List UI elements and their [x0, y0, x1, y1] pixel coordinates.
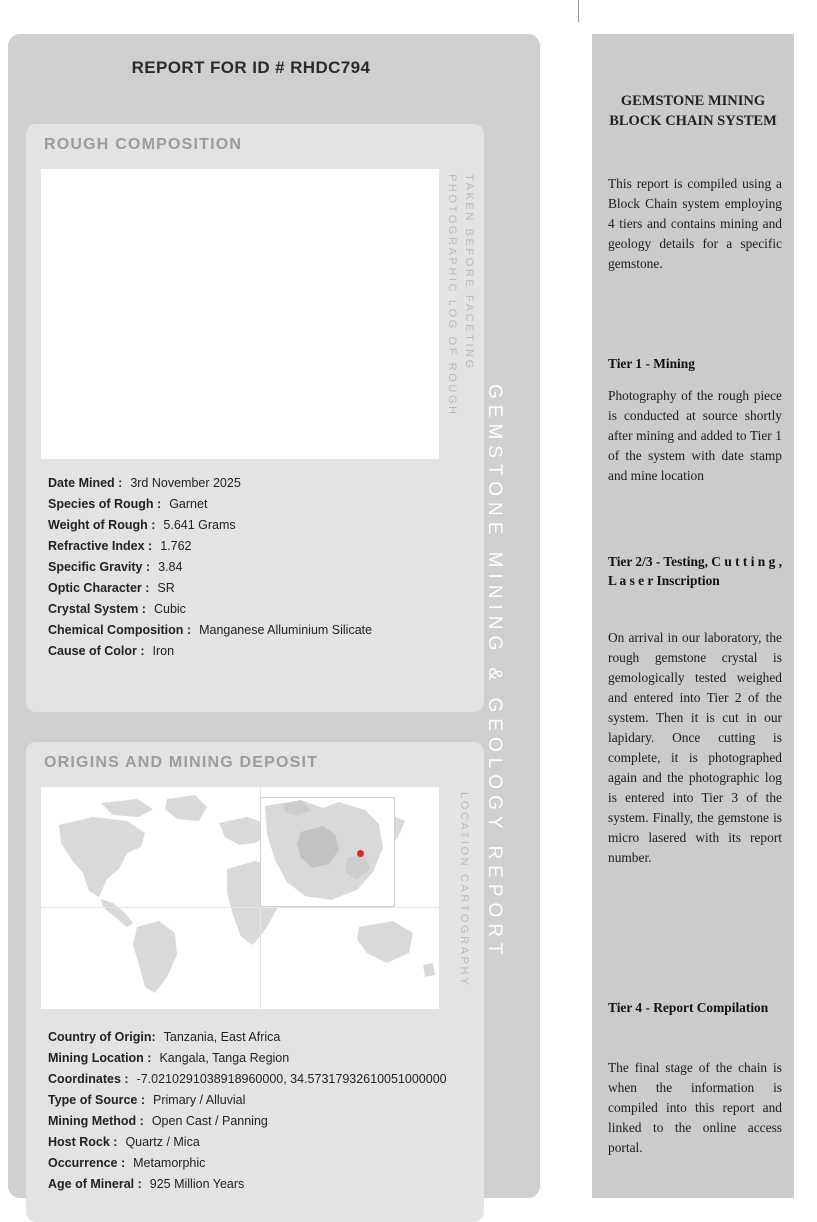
- report-side-caption: GEMSTONE MINING & GEOLOGY REPORT: [484, 384, 505, 961]
- data-row: [48, 1093, 447, 1107]
- sidebar-tier4-heading: Tier 4 - Report Compilation: [608, 1000, 769, 1015]
- data-value: 3.84: [158, 560, 183, 574]
- data-value: 3rd November 2025: [130, 476, 241, 490]
- data-value: 1.762: [160, 539, 192, 553]
- inset-country-map: [261, 798, 394, 906]
- data-value: Metamorphic: [133, 1156, 206, 1170]
- page-crop-mark-left: [578, 0, 579, 22]
- origins-data-list: [48, 1030, 447, 1198]
- data-row: [48, 1030, 447, 1044]
- rough-vertical-caption-line2: TAKEN BEFORE FACETING: [463, 174, 475, 371]
- data-value: Quartz / Mica: [125, 1135, 200, 1149]
- section-header-origins: ORIGINS AND MINING DEPOSIT: [44, 754, 319, 771]
- origins-vertical-caption: LOCATION CARTOGRAPHY: [458, 792, 470, 988]
- data-label: Specific Gravity :: [48, 560, 151, 574]
- data-label: Mining Method :: [48, 1114, 144, 1128]
- data-row: [48, 497, 372, 511]
- sidebar-title: GEMSTONE MINING BLOCK CHAIN SYSTEM: [609, 93, 777, 129]
- data-label: Refractive Index :: [48, 539, 153, 553]
- data-value: 925 Million Years: [149, 1177, 245, 1191]
- data-value: Garnet: [169, 497, 208, 511]
- data-value: 5.641 Grams: [163, 518, 236, 532]
- data-row: [48, 1114, 447, 1128]
- data-row: [48, 476, 372, 490]
- data-value: Iron: [152, 644, 175, 658]
- inset-map-frame: [260, 797, 395, 907]
- data-value: SR: [157, 581, 175, 595]
- data-label: Host Rock :: [48, 1135, 118, 1149]
- data-row: [48, 1051, 447, 1065]
- sidebar-tier23-heading: Tier 2/3 - Testing, C u t t i n g , L a s e r Inscription: [608, 554, 782, 588]
- data-row: [48, 560, 372, 574]
- sidebar-info-panel: [592, 34, 794, 1198]
- data-label: Mining Location :: [48, 1051, 152, 1065]
- sidebar-tier4-body: The final stage of the chain is when the information is compiled into this report and linked to the online access portal.: [608, 1060, 782, 1155]
- data-label: Country of Origin:: [48, 1030, 156, 1044]
- data-label: Crystal System :: [48, 602, 146, 616]
- data-label: Type of Source :: [48, 1093, 146, 1107]
- data-value: Open Cast / Panning: [151, 1114, 268, 1128]
- data-label: Species of Rough :: [48, 497, 162, 511]
- mine-location-marker: [357, 850, 364, 857]
- section-origins-mining-deposit: [26, 742, 484, 1222]
- sidebar-tier1-body: Photography of the rough piece is conducted at source shortly after mining and added to Tier 1 of the system with date stamp and mine location: [608, 388, 782, 483]
- data-label: Occurrence :: [48, 1156, 126, 1170]
- rough-vertical-caption-line1: PHOTOGRAPHIC LOG OF ROUGH: [446, 174, 458, 417]
- data-label: Chemical Composition :: [48, 623, 192, 637]
- data-row: [48, 623, 372, 637]
- rough-photo-placeholder: [41, 169, 439, 459]
- map-gridline-horizontal: [41, 907, 439, 908]
- page-title: REPORT FOR ID # RHDC794: [131, 58, 371, 77]
- data-row: [48, 581, 372, 595]
- data-row: [48, 602, 372, 616]
- data-row: [48, 644, 372, 658]
- data-row: [48, 518, 372, 532]
- section-rough-composition: [26, 124, 484, 712]
- data-label: Weight of Rough :: [48, 518, 156, 532]
- data-value: -7.0210291038918960000, 34.57317932610051000000: [136, 1072, 447, 1086]
- data-label: Age of Mineral :: [48, 1177, 142, 1191]
- data-value: Manganese Alluminium Silicate: [199, 623, 373, 637]
- data-row: [48, 539, 372, 553]
- data-value: Cubic: [153, 602, 186, 616]
- data-row: [48, 1072, 447, 1086]
- data-row: [48, 1135, 447, 1149]
- sidebar-intro-text: This report is compiled using a Block Chain system employing 4 tiers and contains mining and geology details for a specific gemstone.: [608, 176, 782, 271]
- data-value: Primary / Alluvial: [153, 1093, 246, 1107]
- sidebar-tier23-body: On arrival in our laboratory, the rough gemstone crystal is gemologically tested weighed and entered into Tier 2 of the system. Then it is cut in our lapidary. Once cutting is complete, it is photographed again and the photographic log is entered into Tier 3 of the system. Finally, the gemstone is micro lasered with its report number.: [608, 630, 782, 865]
- data-label: Optic Character :: [48, 581, 150, 595]
- origins-map-container: [41, 787, 439, 1009]
- section-header-rough: ROUGH COMPOSITION: [44, 136, 243, 153]
- data-value: Kangala, Tanga Region: [159, 1051, 290, 1065]
- rough-data-list: [48, 476, 372, 665]
- data-row: [48, 1156, 447, 1170]
- report-main-panel: [8, 34, 540, 1198]
- data-label: Cause of Color :: [48, 644, 145, 658]
- sidebar-tier1-heading: Tier 1 - Mining: [608, 356, 695, 371]
- data-value: Tanzania, East Africa: [163, 1030, 281, 1044]
- data-label: Date Mined :: [48, 476, 123, 490]
- data-label: Coordinates :: [48, 1072, 129, 1086]
- data-row: [48, 1177, 447, 1191]
